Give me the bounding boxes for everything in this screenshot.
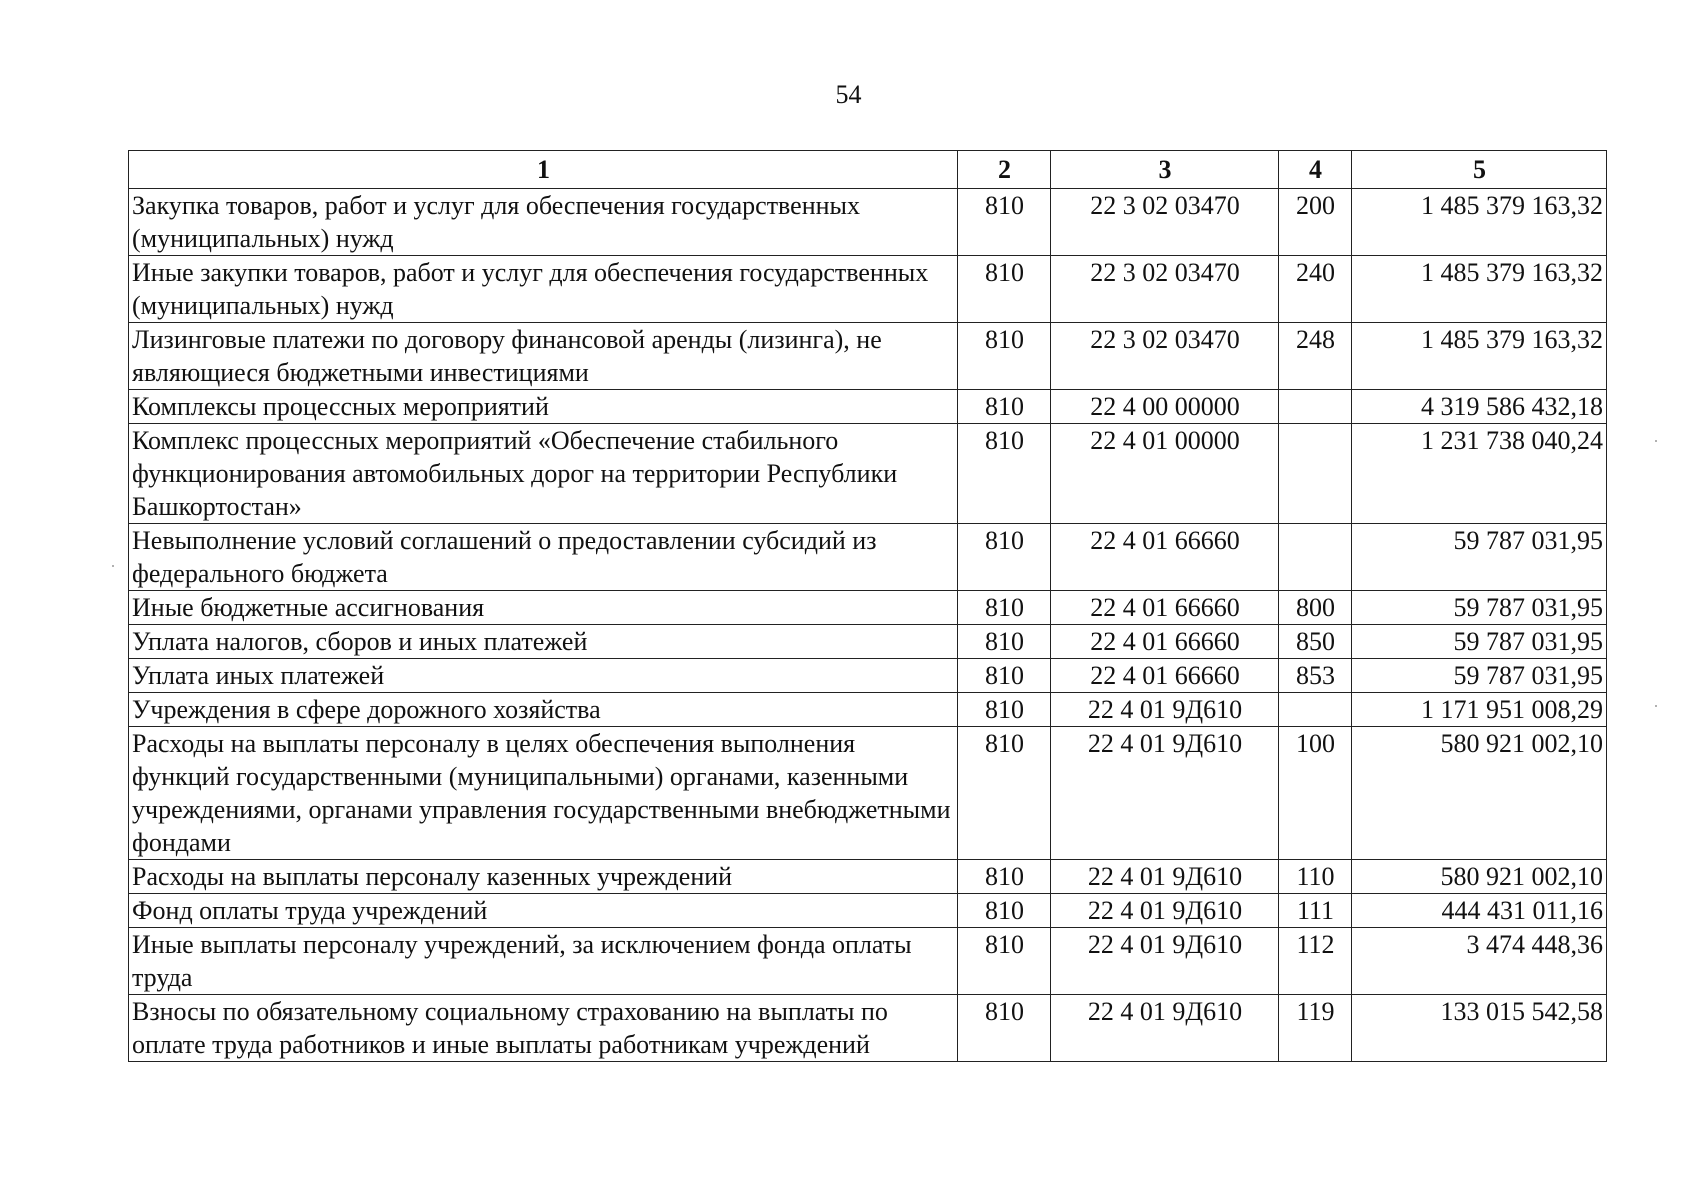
cell-sum: 59 787 031,95	[1352, 591, 1607, 625]
column-header-csr: 3	[1051, 151, 1279, 189]
cell-name: Фонд оплаты труда учреждений	[129, 894, 958, 928]
cell-name: Закупка товаров, работ и услуг для обеспечения государственных (муниципальных) нужд	[129, 189, 958, 256]
cell-name: Расходы на выплаты персоналу в целях обеспечения выполнения функций государственными (муниципальными) органами, казенными учреждениями, органами управления государственными внебюджетными фондами	[129, 727, 958, 860]
cell-vr: 111	[1279, 894, 1352, 928]
table-row	[129, 995, 1607, 1062]
cell-sum: 3 474 448,36	[1352, 928, 1607, 995]
cell-csr: 22 4 01 66660	[1051, 591, 1279, 625]
cell-code: 810	[958, 659, 1051, 693]
cell-vr: 248	[1279, 323, 1352, 390]
cell-vr	[1279, 390, 1352, 424]
cell-sum: 4 319 586 432,18	[1352, 390, 1607, 424]
cell-csr: 22 4 01 00000	[1051, 424, 1279, 524]
table-row	[129, 693, 1607, 727]
table-row	[129, 625, 1607, 659]
cell-sum: 1 485 379 163,32	[1352, 323, 1607, 390]
cell-sum: 59 787 031,95	[1352, 625, 1607, 659]
cell-code: 810	[958, 390, 1051, 424]
budget-table	[128, 150, 1607, 1062]
table-row	[129, 524, 1607, 591]
table-row	[129, 591, 1607, 625]
stray-mark	[1655, 705, 1657, 707]
table-row	[129, 860, 1607, 894]
page-number: 54	[835, 80, 862, 109]
cell-name: Комплекс процессных мероприятий «Обеспечение стабильного функционирования автомобильных дорог на территории Республики Башкортостан»	[129, 424, 958, 524]
cell-csr: 22 4 01 66660	[1051, 524, 1279, 591]
cell-sum: 133 015 542,58	[1352, 995, 1607, 1062]
cell-sum: 1 171 951 008,29	[1352, 693, 1607, 727]
table-row	[129, 894, 1607, 928]
cell-vr: 853	[1279, 659, 1352, 693]
cell-csr: 22 4 01 66660	[1051, 659, 1279, 693]
cell-vr: 800	[1279, 591, 1352, 625]
cell-csr: 22 4 01 9Д610	[1051, 693, 1279, 727]
cell-name: Иные закупки товаров, работ и услуг для обеспечения государственных (муниципальных) нужд	[129, 256, 958, 323]
cell-vr: 240	[1279, 256, 1352, 323]
table-row	[129, 727, 1607, 860]
column-header-name: 1	[129, 151, 958, 189]
cell-sum: 59 787 031,95	[1352, 659, 1607, 693]
stray-mark	[1655, 440, 1657, 442]
cell-vr	[1279, 693, 1352, 727]
table-row	[129, 390, 1607, 424]
cell-name: Невыполнение условий соглашений о предоставлении субсидий из федерального бюджета	[129, 524, 958, 591]
cell-sum: 580 921 002,10	[1352, 727, 1607, 860]
cell-code: 810	[958, 894, 1051, 928]
cell-csr: 22 3 02 03470	[1051, 323, 1279, 390]
cell-name: Учреждения в сфере дорожного хозяйства	[129, 693, 958, 727]
cell-code: 810	[958, 323, 1051, 390]
cell-sum: 1 231 738 040,24	[1352, 424, 1607, 524]
table-body	[129, 189, 1607, 1062]
cell-name: Взносы по обязательному социальному страхованию на выплаты по оплате труда работников и иные выплаты работникам учреждений	[129, 995, 958, 1062]
table-row	[129, 424, 1607, 524]
table-row	[129, 256, 1607, 323]
cell-name: Иные бюджетные ассигнования	[129, 591, 958, 625]
cell-sum: 580 921 002,10	[1352, 860, 1607, 894]
cell-csr: 22 4 01 9Д610	[1051, 995, 1279, 1062]
cell-vr	[1279, 524, 1352, 591]
cell-code: 810	[958, 189, 1051, 256]
table-row	[129, 659, 1607, 693]
cell-csr: 22 4 01 9Д610	[1051, 928, 1279, 995]
cell-code: 810	[958, 995, 1051, 1062]
cell-csr: 22 3 02 03470	[1051, 189, 1279, 256]
cell-csr: 22 4 01 66660	[1051, 625, 1279, 659]
cell-sum: 444 431 011,16	[1352, 894, 1607, 928]
cell-csr: 22 4 01 9Д610	[1051, 894, 1279, 928]
cell-vr	[1279, 424, 1352, 524]
cell-vr: 110	[1279, 860, 1352, 894]
cell-name: Иные выплаты персоналу учреждений, за исключением фонда оплаты труда	[129, 928, 958, 995]
cell-name: Уплата налогов, сборов и иных платежей	[129, 625, 958, 659]
cell-csr: 22 4 01 9Д610	[1051, 727, 1279, 860]
cell-code: 810	[958, 928, 1051, 995]
table-row	[129, 928, 1607, 995]
cell-code: 810	[958, 256, 1051, 323]
cell-code: 810	[958, 524, 1051, 591]
cell-vr: 200	[1279, 189, 1352, 256]
cell-csr: 22 4 01 9Д610	[1051, 860, 1279, 894]
cell-sum: 59 787 031,95	[1352, 524, 1607, 591]
stray-mark	[112, 565, 114, 567]
cell-name: Лизинговые платежи по договору финансовой аренды (лизинга), не являющиеся бюджетными инвестициями	[129, 323, 958, 390]
column-header-vr: 4	[1279, 151, 1352, 189]
cell-vr: 112	[1279, 928, 1352, 995]
cell-name: Уплата иных платежей	[129, 659, 958, 693]
table-row	[129, 323, 1607, 390]
table-header-row	[129, 151, 1607, 189]
cell-code: 810	[958, 591, 1051, 625]
cell-vr: 119	[1279, 995, 1352, 1062]
cell-sum: 1 485 379 163,32	[1352, 189, 1607, 256]
cell-vr: 100	[1279, 727, 1352, 860]
cell-vr: 850	[1279, 625, 1352, 659]
cell-code: 810	[958, 424, 1051, 524]
table-row	[129, 189, 1607, 256]
cell-code: 810	[958, 727, 1051, 860]
cell-name: Расходы на выплаты персоналу казенных учреждений	[129, 860, 958, 894]
cell-code: 810	[958, 625, 1051, 659]
column-header-code: 2	[958, 151, 1051, 189]
column-header-sum: 5	[1352, 151, 1607, 189]
cell-code: 810	[958, 860, 1051, 894]
cell-name: Комплексы процессных мероприятий	[129, 390, 958, 424]
cell-csr: 22 4 00 00000	[1051, 390, 1279, 424]
cell-csr: 22 3 02 03470	[1051, 256, 1279, 323]
cell-sum: 1 485 379 163,32	[1352, 256, 1607, 323]
cell-code: 810	[958, 693, 1051, 727]
